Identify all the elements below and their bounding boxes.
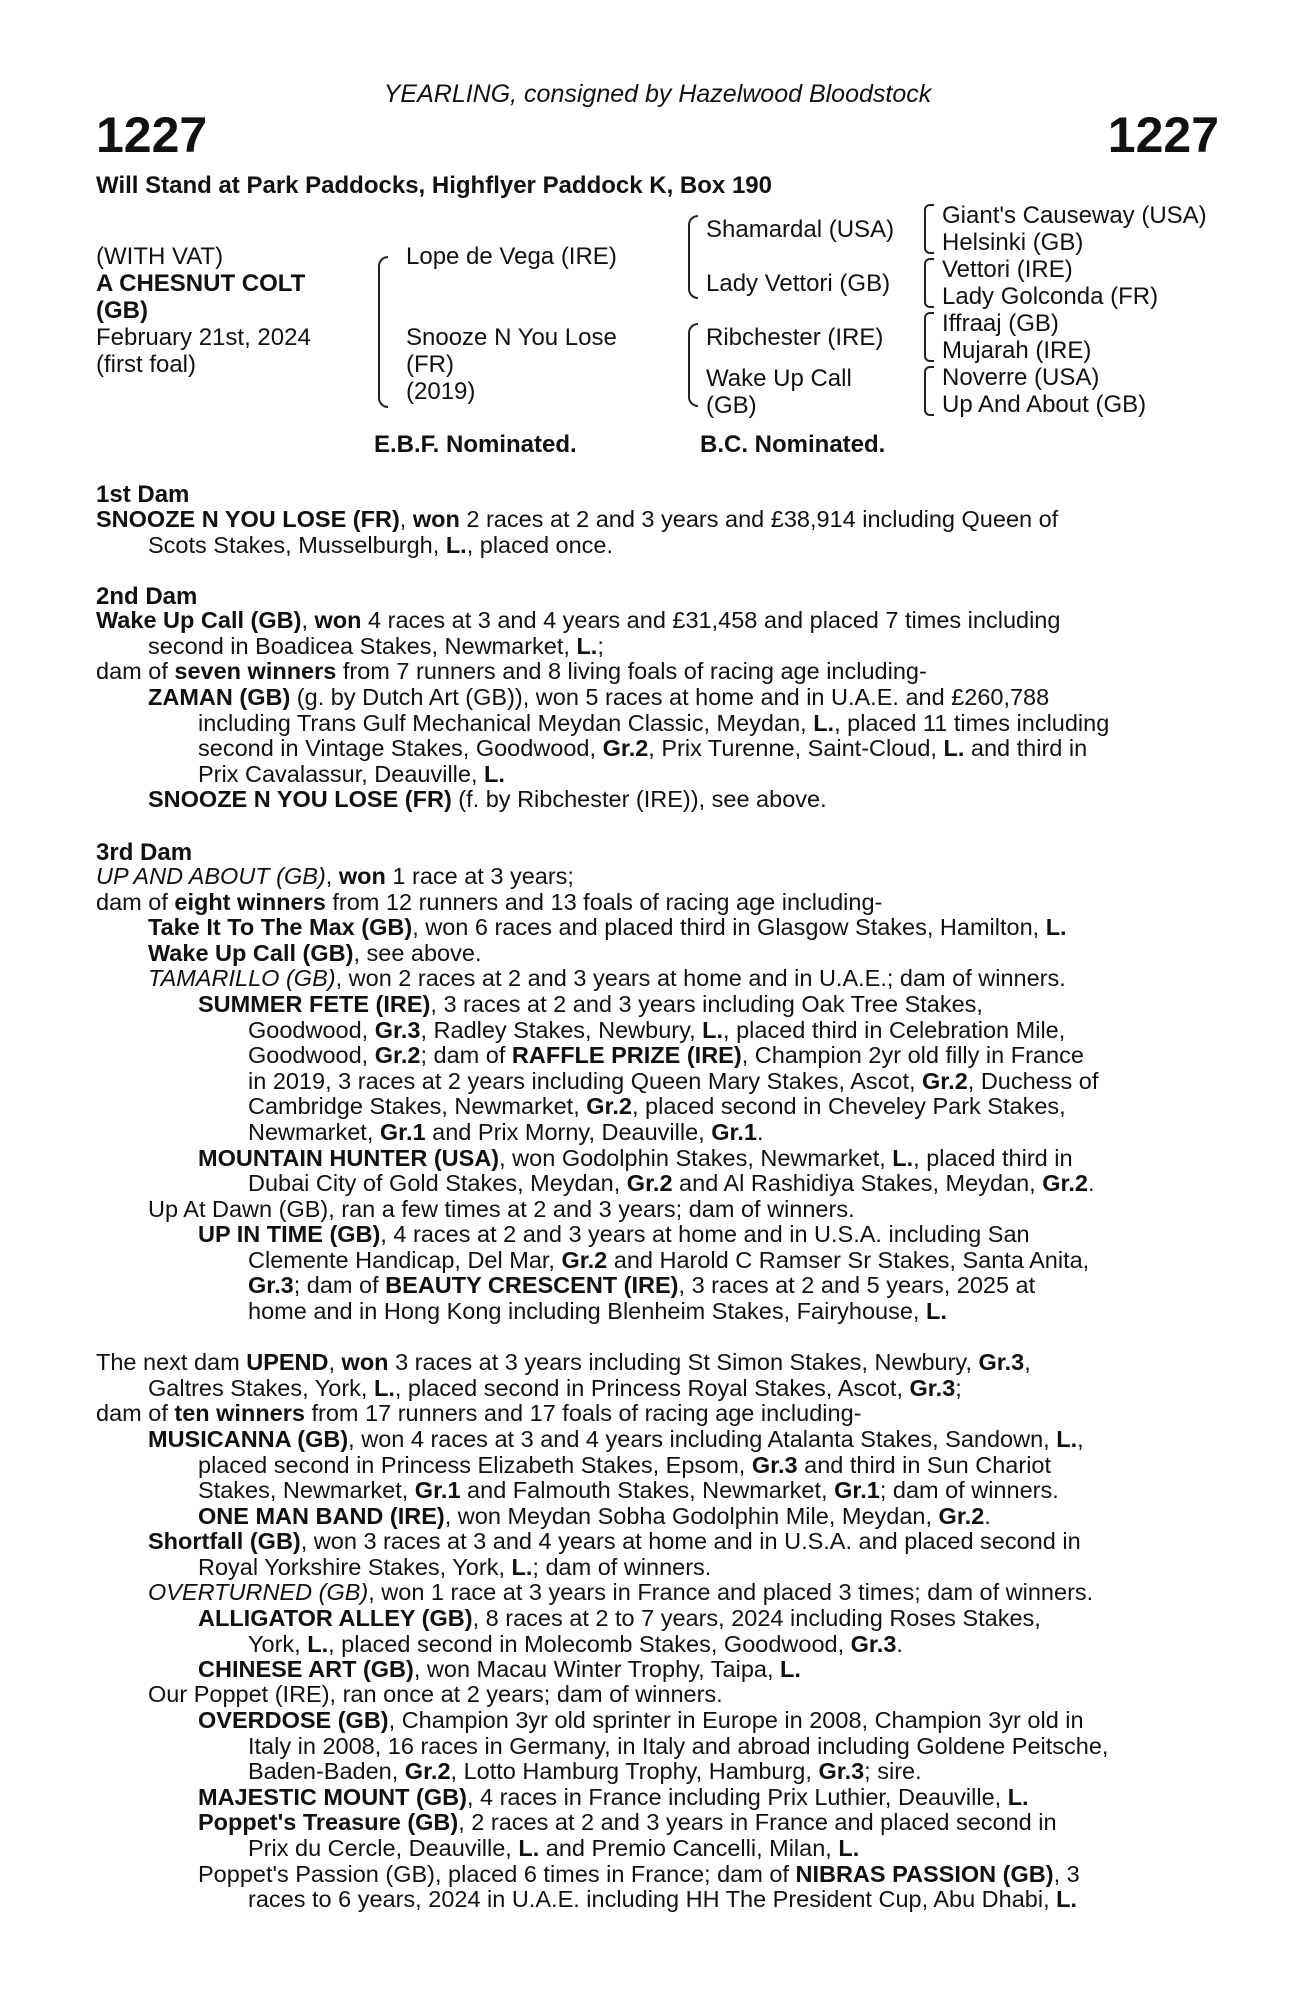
second-dam-entry: Wake Up Call (GB), won 4 races at 3 and 4 years and £31,458 and placed 7 times including second in Boadicea Stakes, Newmarket, L.; dam of seven winners from 7 runners and 8 living foals of racing age including- xyxy=(96,607,1061,685)
dam-dam-country: (GB) xyxy=(706,392,757,419)
one-man-band-entry: ONE MAN BAND (IRE), won Meydan Sobha Godolphin Mile, Meydan, Gr.2. xyxy=(198,1503,991,1529)
foaling-date: February 21st, 2024 xyxy=(96,324,311,351)
sire: Lope de Vega (IRE) xyxy=(406,243,617,270)
bc-nominated: B.C. Nominated. xyxy=(700,431,886,458)
dam-brace xyxy=(688,323,698,407)
great-grandsire-4: Noverre (USA) xyxy=(942,364,1100,391)
great-granddam-2: Lady Golconda (FR) xyxy=(942,283,1159,310)
ebf-nominated: E.B.F. Nominated. xyxy=(374,431,577,458)
great-grandsire-2: Vettori (IRE) xyxy=(942,256,1073,283)
vat-note: (WITH VAT) xyxy=(96,243,224,270)
pedigree-brace xyxy=(378,256,388,408)
great-granddam-4: Up And About (GB) xyxy=(942,391,1147,418)
second-dam-heading: 2nd Dam xyxy=(96,583,198,610)
third-dam-heading: 3rd Dam xyxy=(96,839,193,866)
grandsire-brace-1 xyxy=(924,204,934,254)
great-grandsire-1: Giant's Causeway (USA) xyxy=(942,202,1207,229)
grandsire-brace-3 xyxy=(924,312,934,362)
dam: Snooze N You Lose xyxy=(406,324,617,351)
first-dam-heading: 1st Dam xyxy=(96,481,190,508)
up-in-time-entry: UP IN TIME (GB), 4 races at 2 and 3 years at home and in U.S.A. including San Clemente Handicap, Del Mar, Gr.2 and Harold C Ramser Sr Stakes, Santa Anita, Gr.3; dam of BEAUTY CRESCENT (IRE), 3 races at 2 and 5 years, 2025 at home and in Hong Kong including Blenheim Stakes, Fairyhouse, L. xyxy=(198,1221,1090,1324)
grandsire-brace-4 xyxy=(924,366,934,416)
third-dam-entry: UP AND ABOUT (GB), won 1 race at 3 years; dam of eight winners from 12 runners and 13 foals of racing age including- xyxy=(96,863,883,915)
consignor-line: YEARLING, consigned by Hazelwood Bloodstock xyxy=(383,80,932,108)
dam-dam: Wake Up Call xyxy=(706,365,852,392)
sire-dam: Lady Vettori (GB) xyxy=(706,270,891,297)
horse-name: A CHESNUT COLT xyxy=(96,270,306,297)
great-granddam-1: Helsinki (GB) xyxy=(942,229,1084,256)
dam-sire: Ribchester (IRE) xyxy=(706,324,884,351)
first-foal-note: (first foal) xyxy=(96,351,197,378)
stabling-line: Will Stand at Park Paddocks, Highflyer Paddock K, Box 190 xyxy=(96,172,772,199)
horse-name-country: (GB) xyxy=(96,297,148,324)
dam-country: (FR) xyxy=(406,351,454,378)
great-granddam-3: Mujarah (IRE) xyxy=(942,337,1092,364)
alligator-alley-entry: ALLIGATOR ALLEY (GB), 8 races at 2 to 7 years, 2024 including Roses Stakes, York, L., placed second in Molecomb Stakes, Goodwood, Gr.3. CHINESE ART (GB), won Macau Winter Trophy, Taipa, L. xyxy=(198,1605,1041,1683)
our-poppet-entry: Our Poppet (IRE), ran once at 2 years; dam of winners. xyxy=(148,1681,723,1707)
summer-fete-entry: SUMMER FETE (IRE), 3 races at 2 and 3 years including Oak Tree Stakes, Goodwood, Gr.3, Radley Stakes, Newbury, L., placed third in Celebration Mile, Goodwood, Gr.2; dam of RAFFLE PRIZE (IRE), Champion 2yr old filly in France in 2019, 3 races at 2 years including Queen Mary Stakes, Ascot, Gr.2, Duchess of Cambridge Stakes, Newmarket, Gr.2, placed second in Cheveley Park Stakes, Newmarket, Gr.1 and Prix Morny, Deauville, Gr.1. MOUNTAIN HUNTER (USA), won Godolphin Stakes, Newmarket, L., placed third in Dubai City of Gold Stakes, Meydan, Gr.2 and Al Rashidiya Stakes, Meydan, Gr.2. xyxy=(198,991,1099,1197)
first-dam-entry: SNOOZE N YOU LOSE (FR), won 2 races at 2 and 3 years and £38,914 including Queen of Scots Stakes, Musselburgh, L., placed once. xyxy=(96,506,1059,558)
sire-brace xyxy=(688,215,698,299)
next-dam-entry: The next dam UPEND, won 3 races at 3 years including St Simon Stakes, Newbury, Gr.3, Galtres Stakes, York, L., placed second in Princess Royal Stakes, Ascot, Gr.3; dam of ten winners from 17 runners and 17 foals of racing age including- xyxy=(96,1349,1031,1427)
musicanna-entry: MUSICANNA (GB), won 4 races at 3 and 4 years including Atalanta Stakes, Sandown, L., placed second in Princess Elizabeth Stakes, Epsom, Gr.3 and third in Sun Chariot Stakes, Newmarket, Gr.1 and Falmouth Stakes, Newmarket, Gr.1; dam of winners. xyxy=(148,1426,1084,1504)
lot-number-left: 1227 xyxy=(96,107,208,163)
zaman-entry: ZAMAN (GB) (g. by Dutch Art (GB)), won 5 races at home and in U.A.E. and £260,788 including Trans Gulf Mechanical Meydan Classic, Meydan, L., placed 11 times including second in Vintage Stakes, Goodwood, Gr.2, Prix Turenne, Saint-Cloud, L. and third in Prix Cavalassur, Deauville, L. SNOOZE N YOU LOSE (FR) (f. by Ribchester (IRE)), see above. xyxy=(148,684,1110,813)
overdose-entry: OVERDOSE (GB), Champion 3yr old sprinter in Europe in 2008, Champion 3yr old in Italy in 2008, 16 races in Germany, in Italy and abroad including Goldene Peitsche, Baden-Baden, Gr.2, Lotto Hamburg Trophy, Hamburg, Gr.3; sire. MAJESTIC MOUNT (GB), 4 races in France including Prix Luthier, Deauville, L. Poppet's Treasure (GB), 2 races at 2 and 3 years in France and placed second in Prix du Cercle, Deauville, L. and Premio Cancelli, Milan, L. Poppet's Passion (GB), placed 6 times in France; dam of NIBRAS PASSION (GB), 3 races to 6 years, 2024 in U.A.E. including HH The President Cup, Abu Dhabi, L. xyxy=(198,1707,1109,1913)
dam-year: (2019) xyxy=(406,378,476,405)
sire-sire: Shamardal (USA) xyxy=(706,216,895,243)
third-dam-produce: Take It To The Max (GB), won 6 races and placed third in Glasgow Stakes, Hamilton, L. Wake Up Call (GB), see above. TAMARILLO (GB), won 2 races at 2 and 3 years at home and in U.A.E.; dam of winners. xyxy=(148,914,1067,992)
great-grandsire-3: Iffraaj (GB) xyxy=(942,310,1059,337)
grandsire-brace-2 xyxy=(924,258,934,308)
lot-number-right: 1227 xyxy=(1107,107,1219,163)
shortfall-entry: Shortfall (GB), won 3 races at 3 and 4 years at home and in U.S.A. and placed second in Royal Yorkshire Stakes, York, L.; dam of winners. OVERTURNED (GB), won 1 race at 3 years in France and placed 3 times; dam of winners. xyxy=(148,1528,1094,1606)
up-at-dawn-entry: Up At Dawn (GB), ran a few times at 2 and 3 years; dam of winners. xyxy=(148,1196,855,1222)
